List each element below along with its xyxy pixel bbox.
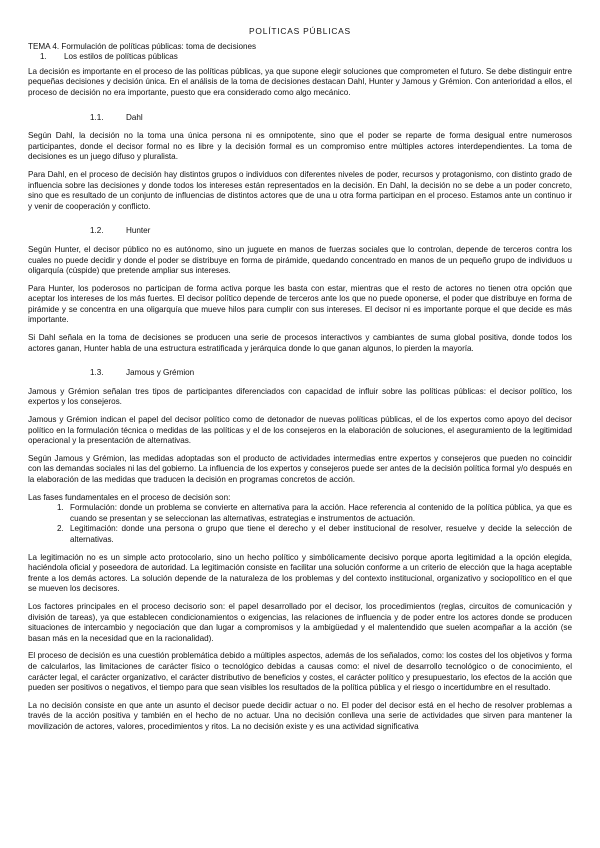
paragraph: Para Dahl, en el proceso de decisión hay distintos grupos o individuos con diferentes niveles de poder, recursos y protagonismo, con distinto grado de influencia sobre las decisiones y donde todos los intereses están representados en la decisión. En Dahl, la decisión no se debe a un poder concreto, sino que es resultado de un conjunto de influencias de distintos actores que de una u otra forma participan en el proceso. Estamos ante un continuo ir y venir de cooperación y conflicto. [28, 169, 572, 211]
section-title: Los estilos de políticas públicas [64, 52, 178, 62]
paragraph: El proceso de decisión es una cuestión problemática debido a múltiples aspectos, además de los señalados, como: los costes del los objetivos y forma de calcularlos, las limitaciones de carácter físico o tecnológico debidas a causas como: el nivel de desarrollo tecnológico o de conocimiento, el carácter legal, el carácter organizativo, el carácter distributivo de beneficios y costes, el carácter político y presupuestario, los efectos de la acción que pueden ser positivos o negativos, el tiempo para que sean visibles los resultados de la política pública y el riesgo o incertidumbre en el resultado. [28, 651, 572, 693]
phases-intro: Las fases fundamentales en el proceso de decisión son: [28, 492, 231, 502]
paragraph: Jamous y Grémion indican el papel del decisor político como de detonador de nuevas políticas públicas, el de los expertos como apoyo del decisor político en la formulación técnica o medidas de las políticas y el de los consejeros en la elaboración de soluciones, el aseguramiento de la legitimidad operacional y la presentación de alternativas. [28, 415, 572, 446]
subsection-heading-dahl [28, 113, 572, 124]
paragraph: Según Dahl, la decisión no la toma una única persona ni es omnipotente, sino que el poder se reparte de forma desigual entre numerosos participantes, donde el decisor formal no es libre y la decisión formal es un compromiso entre múltiples actores interdependientes. La toma de decisiones es un juego difuso y pluralista. [28, 131, 572, 162]
document-title: POLÍTICAS PÚBLICAS [249, 26, 351, 36]
paragraph: Según Jamous y Grémion, las medidas adoptadas son el producto de actividades intermedias entre expertos y consejeros que pueden no coincidir con las demandas sociales ni las del gobierno. La influencia de los expertos y consejeros puede ser antes de la decisión política formal y/o después en la elaboración de las medidas que traducen la decisión en programas concretos de acción. [28, 453, 572, 484]
list-item: 2. Legitimación: donde una persona o grupo que tiene el derecho y el deber institucional de resolver, resuelve y decide la selección de alternativas. [66, 524, 572, 545]
phases-list [28, 503, 572, 545]
subsection-title: Jamous y Grémion [126, 368, 195, 378]
subsection-number: 1.1. [90, 112, 104, 122]
paragraph: Según Hunter, el decisor público no es autónomo, sino un juguete en manos de fuerzas sociales que lo controlan, depende de terceros contra los cuales no puede decidir y donde el poder se distribuye en forma de pirámide, quedando concentrado en manos de un pequeño grupo de individuos u oligarquía (cúspide) que pretende ampliar sus intereses. [28, 244, 572, 276]
section-number: 1. [40, 52, 47, 62]
paragraph: Los factores principales en el proceso decisorio son: el papel desarrollado por el decisor, los procedimientos (reglas, circuitos de comunicación y división de tareas), ya que establecen condicionamientos o exigencias, las relaciones de influencia y de poder entre los actores donde se producen situaciones de intercambio y negociación que dan lugar a compromisos y la ambigüedad y el malentendido que suelen acompañar a la acción (se basan más en la necesidad que en la racionalidad). [28, 601, 572, 643]
paragraph: La no decisión consiste en que ante un asunto el decisor puede decidir actuar o no. El poder del decisor está en el hecho de resolver problemas a través de la acción positiva y también en el hecho de no actuar. Una no decisión conlleva una serie de actividades que sirven para mantener la movilización de actores, valores, procedimientos y ritos. La no decisión existe y es una actividad significativa [28, 700, 572, 731]
paragraph: Jamous y Grémion señalan tres tipos de participantes diferenciados con capacidad de influir sobre las políticas públicas: el decisor político, los expertos y los consejeros. [28, 386, 572, 407]
subsection-heading-jamous-gremion [28, 368, 572, 379]
section-heading [40, 52, 572, 63]
subsection-title: Hunter [126, 226, 151, 236]
intro-paragraph: La decisión es importante en el proceso de las políticas públicas, ya que supone elegir soluciones que comprometen el futuro. Se debe distinguir entre pequeñas decisiones y decisión única. En el análisis de la toma de decisiones destacan Dahl, Hunter y Jamous y Grémion. Con anterioridad a ellos, el proceso de decisión no era importante, puesto que era considerado como algo mecánico. [28, 66, 572, 97]
topic-heading: TEMA 4. Formulación de políticas públicas: toma de decisiones [28, 41, 257, 51]
subsection-number: 1.3. [90, 368, 104, 378]
paragraph: Si Dahl señala en la toma de decisiones se producen una serie de procesos interactivos y cambiantes de suma global positiva, donde todos los actores ganan, Hunter habla de una estructura estratificada y jerárquica donde lo que ganan algunos, lo pierden la mayoría. [28, 333, 572, 353]
list-item: 1. Formulación: donde un problema se convierte en alternativa para la acción. Hace referencia al contenido de la política pública, ya que es cuando se presentan y se seleccionan las alternativas, estrategias e instrumentos de actuación. [66, 503, 572, 524]
subsection-heading-hunter [28, 226, 572, 237]
subsection-number: 1.2. [90, 226, 104, 236]
paragraph: Para Hunter, los poderosos no participan de forma activa porque les basta con estar, mientras que el resto de actores no tienen otra opción que aceptar los intereses de los más fuertes. El decisor político depende de terceros ante los que no puede oponerse, el poder que distribuye en forma de pirámide y se concentra en una oligarquía que mueve hilos para cumplir con sus intereses. El decisor ni es importante porque el que decide es más importante. [28, 283, 572, 325]
paragraph: La legitimación no es un simple acto protocolario, sino un hecho político y simbólicamente decisivo porque aporta legitimidad a la opción elegida, haciéndola oficial y poseedora de autoridad. La legitimación consiste en facilitar una solución conforme a un criterio de elección que la haga aceptable frente a los demás actores. La solución depende de la naturaleza de los problemas y del contexto institucional, organizativo y sociopolítico en el que se mueven los decisores. [28, 552, 572, 594]
subsection-title: Dahl [126, 112, 143, 122]
